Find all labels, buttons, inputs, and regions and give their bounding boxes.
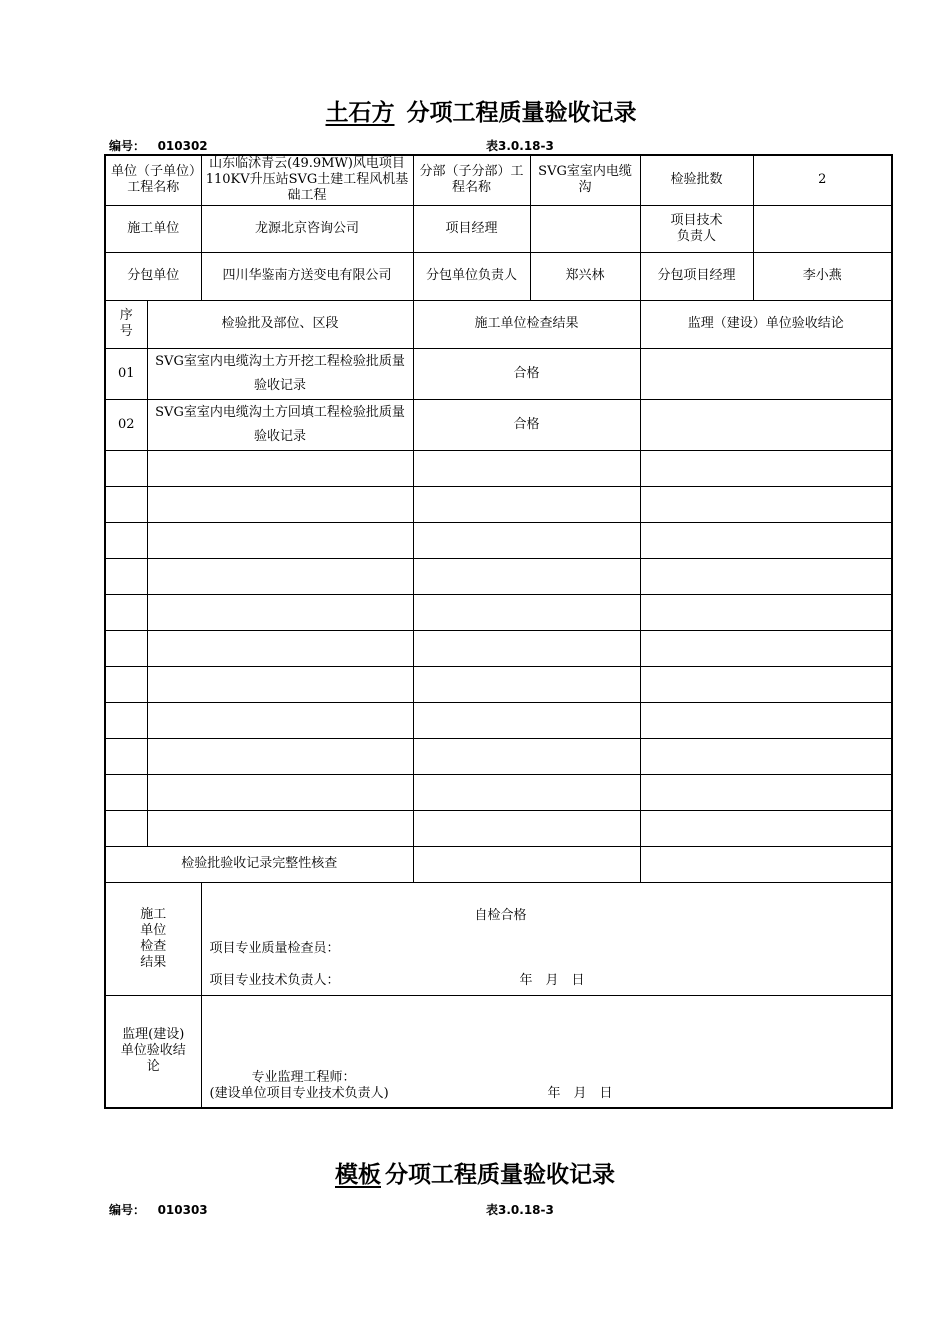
- contractor-value: 龙源北京咨询公司: [201, 205, 413, 252]
- sub-value: 四川华鉴南方送变电有限公司: [201, 252, 413, 300]
- empty-row: [105, 522, 892, 558]
- sub-label: 分包单位: [105, 252, 201, 300]
- pm-label: 项目经理: [413, 205, 530, 252]
- row-batch: SVG室室内电缆沟土方回填工程检验批质量验收记录: [147, 399, 413, 450]
- empty-row: [105, 666, 892, 702]
- contractor-result-label: 施工单位检查结果: [105, 882, 201, 995]
- division-value: SVG室室内电缆沟: [530, 155, 640, 205]
- sub-head-label: 分包单位负责人: [413, 252, 530, 300]
- empty-row: [105, 702, 892, 738]
- record1-table: [104, 154, 893, 1109]
- row-result: 合格: [413, 399, 640, 450]
- tech-value: [753, 205, 892, 252]
- supervision-result-box: [201, 995, 892, 1108]
- inspector-label: 项目专业质量检查员：: [209, 940, 340, 956]
- supervision-date: 年 月 日: [547, 1086, 613, 1102]
- tech-head-label: 项目专业技术负责人：: [209, 972, 340, 988]
- record1-table-no: 表3.0.18-3: [486, 139, 554, 153]
- code-value: 010302: [157, 139, 208, 153]
- code-label: 编号：: [109, 139, 146, 153]
- record1-code: [109, 137, 208, 154]
- division-label: 分部（子分部）工程名称: [413, 155, 530, 205]
- record2-title-prefix: 模板: [335, 1162, 381, 1188]
- record1-title: [0, 94, 950, 127]
- row-conclusion: [640, 348, 892, 399]
- empty-row: [105, 738, 892, 774]
- record1-title-suffix: 分项工程质量验收记录: [406, 100, 637, 126]
- code-label: 编号：: [109, 1203, 146, 1217]
- batch-count-label: 检验批数: [640, 155, 753, 205]
- sub-pm-value: 李小燕: [753, 252, 892, 300]
- empty-row: [105, 486, 892, 522]
- self-check-text: 自检合格: [474, 907, 527, 923]
- sub-pm-label: 分包项目经理: [640, 252, 753, 300]
- col-check-result: 施工单位检查结果: [413, 300, 640, 348]
- col-seq: 序号: [105, 300, 147, 348]
- row-result: 合格: [413, 348, 640, 399]
- tech-label: 项目技术负责人: [640, 205, 753, 252]
- table-row: [105, 399, 892, 450]
- sub-head-value: 郑兴林: [530, 252, 640, 300]
- record2-title: [0, 1156, 950, 1189]
- row-seq: 02: [105, 399, 147, 450]
- empty-row: [105, 774, 892, 810]
- contractor-result-box: [201, 882, 892, 995]
- unit-label: 单位（子单位）工程名称: [105, 155, 201, 205]
- completeness-label: 检验批验收记录完整性核查: [105, 846, 413, 882]
- empty-row: [105, 450, 892, 486]
- empty-row: [105, 594, 892, 630]
- engineer-label: 专业监理工程师：: [251, 1070, 356, 1086]
- empty-row: [105, 558, 892, 594]
- empty-row: [105, 810, 892, 846]
- pm-value: [530, 205, 640, 252]
- code-value: 010303: [157, 1203, 208, 1217]
- supervision-result-label: 监理(建设)单位验收结论: [105, 995, 201, 1108]
- record1-title-prefix: 土石方: [325, 100, 395, 126]
- contractor-date: 年 月 日: [519, 972, 585, 988]
- row-batch: SVG室室内电缆沟土方开挖工程检验批质量验收记录: [147, 348, 413, 399]
- col-batch: 检验批及部位、区段: [147, 300, 413, 348]
- unit-value: 山东临沭青云(49.9MW)风电项目110KV升压站SVG土建工程风机基础工程: [201, 155, 413, 205]
- owner-label: (建设单位项目专业技术负责人): [209, 1086, 389, 1102]
- record2-title-suffix: 分项工程质量验收记录: [385, 1162, 615, 1188]
- contractor-label: 施工单位: [105, 205, 201, 252]
- record2-code: [109, 1201, 208, 1218]
- record2-table-no: 表3.0.18-3: [486, 1203, 554, 1217]
- completeness-value: [413, 846, 640, 882]
- table-row: [105, 348, 892, 399]
- completeness-conclusion: [640, 846, 892, 882]
- empty-row: [105, 630, 892, 666]
- row-conclusion: [640, 399, 892, 450]
- batch-count-value: 2: [753, 155, 892, 205]
- row-seq: 01: [105, 348, 147, 399]
- col-supervision: 监理（建设）单位验收结论: [640, 300, 892, 348]
